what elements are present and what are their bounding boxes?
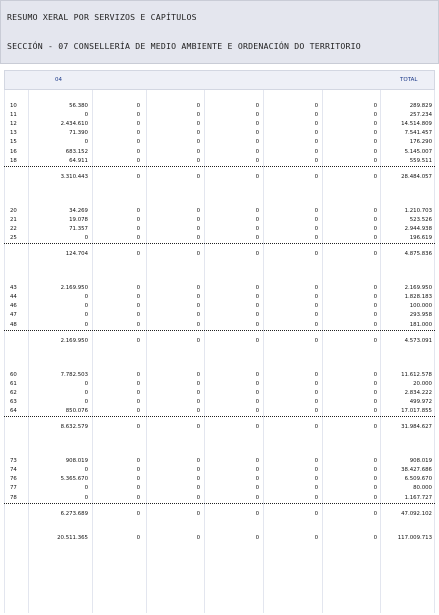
dotted-separator bbox=[4, 503, 435, 504]
row-code: 47 bbox=[10, 312, 17, 319]
row-value: 850.076 bbox=[65, 408, 88, 414]
row-value: 0 bbox=[373, 510, 377, 517]
row-value: 0 bbox=[84, 294, 88, 301]
row-value: 2.169.950 bbox=[404, 285, 432, 292]
row-value: 0 bbox=[314, 112, 318, 119]
row-value: 0 bbox=[373, 207, 377, 214]
row-value: 0 bbox=[84, 398, 88, 405]
row-code: 44 bbox=[10, 294, 17, 301]
row-value: 0 bbox=[196, 121, 200, 128]
row-value: 0 bbox=[314, 510, 318, 517]
row-value: 0 bbox=[136, 139, 140, 146]
row-code: 18 bbox=[10, 157, 17, 164]
row-value: 0 bbox=[255, 112, 259, 119]
row-value: 0 bbox=[196, 534, 200, 541]
dotted-separator bbox=[4, 166, 435, 167]
row-value: 0 bbox=[196, 467, 200, 474]
row-value: 0 bbox=[373, 216, 377, 223]
row-value: 0 bbox=[136, 148, 140, 155]
row-value: 0 bbox=[84, 303, 88, 310]
row-value: 0 bbox=[84, 235, 88, 241]
row-value: 0 bbox=[136, 303, 140, 310]
row-value: 7.541.457 bbox=[404, 130, 432, 137]
row-value: 117.009.713 bbox=[397, 534, 432, 541]
row-value: 0 bbox=[255, 148, 259, 155]
row-value: 0 bbox=[314, 494, 318, 501]
row-value: 257.234 bbox=[409, 112, 432, 119]
row-value: 0 bbox=[196, 312, 200, 319]
row-value: 0 bbox=[196, 476, 200, 483]
row-value: 0 bbox=[314, 207, 318, 214]
row-value: 0 bbox=[373, 225, 377, 232]
subtotal-row bbox=[4, 336, 435, 346]
row-value: 0 bbox=[136, 285, 140, 292]
row-value: 0 bbox=[196, 371, 200, 378]
row-value: 0 bbox=[373, 398, 377, 405]
row-value: 14.514.809 bbox=[401, 121, 432, 128]
row-value: 0 bbox=[255, 139, 259, 146]
row-value: 0 bbox=[373, 112, 377, 119]
row-value: 0 bbox=[255, 207, 259, 214]
row-value: 2.434.610 bbox=[60, 121, 88, 128]
row-value: 0 bbox=[373, 148, 377, 155]
row-value: 0 bbox=[136, 121, 140, 128]
row-value: 0 bbox=[314, 235, 318, 241]
row-value: 0 bbox=[314, 389, 318, 396]
row-value: 0 bbox=[255, 251, 259, 258]
row-value: 2.169.950 bbox=[60, 337, 88, 344]
grand-total-row bbox=[4, 533, 435, 543]
row-value: 0 bbox=[314, 225, 318, 232]
row-value: 0 bbox=[84, 467, 88, 474]
row-value: 0 bbox=[373, 458, 377, 465]
row-value: 0 bbox=[136, 173, 140, 180]
row-value: 0 bbox=[136, 216, 140, 223]
row-code: 10 bbox=[10, 103, 17, 109]
row-value: 38.427.686 bbox=[401, 467, 432, 474]
row-value: 31.984.627 bbox=[401, 424, 432, 431]
row-value: 0 bbox=[314, 380, 318, 387]
row-value: 0 bbox=[136, 389, 140, 396]
row-value: 0 bbox=[255, 458, 259, 465]
row-code: 20 bbox=[10, 207, 17, 214]
row-value: 0 bbox=[196, 157, 200, 164]
row-value: 0 bbox=[196, 398, 200, 405]
row-value: 0 bbox=[255, 337, 259, 344]
row-value: 0 bbox=[314, 216, 318, 223]
row-value: 0 bbox=[136, 294, 140, 301]
row-value: 0 bbox=[136, 130, 140, 137]
row-value: 0 bbox=[196, 380, 200, 387]
row-value: 0 bbox=[314, 157, 318, 164]
row-value: 0 bbox=[196, 510, 200, 517]
row-value: 0 bbox=[255, 371, 259, 378]
table-row bbox=[4, 493, 435, 503]
row-value: 0 bbox=[136, 510, 140, 517]
row-value: 17.017.855 bbox=[401, 408, 432, 414]
row-value: 908.019 bbox=[409, 458, 432, 465]
row-code: 25 bbox=[10, 235, 17, 241]
row-value: 2.169.950 bbox=[60, 285, 88, 292]
row-value: 0 bbox=[255, 398, 259, 405]
table-row bbox=[4, 406, 435, 416]
row-value: 0 bbox=[373, 389, 377, 396]
row-value: 19.078 bbox=[69, 216, 88, 223]
row-value: 0 bbox=[373, 294, 377, 301]
row-value: 0 bbox=[255, 312, 259, 319]
subtotal-row bbox=[4, 422, 435, 432]
row-value: 28.484.057 bbox=[401, 173, 432, 180]
row-code: 77 bbox=[10, 485, 17, 492]
row-value: 0 bbox=[255, 485, 259, 492]
row-value: 0 bbox=[196, 112, 200, 119]
table-row bbox=[4, 233, 435, 243]
row-code: 46 bbox=[10, 303, 17, 310]
table-header bbox=[4, 70, 435, 90]
row-value: 0 bbox=[196, 408, 200, 414]
row-value: 0 bbox=[373, 371, 377, 378]
dotted-separator bbox=[4, 243, 435, 244]
summary-table bbox=[4, 70, 435, 613]
row-value: 0 bbox=[314, 534, 318, 541]
row-code: 16 bbox=[10, 148, 17, 155]
row-value: 0 bbox=[373, 235, 377, 241]
row-code: 12 bbox=[10, 121, 17, 128]
row-value: 0 bbox=[373, 303, 377, 310]
row-value: 176.290 bbox=[409, 139, 432, 146]
row-value: 0 bbox=[373, 408, 377, 414]
row-value: 0 bbox=[314, 398, 318, 405]
row-code: 11 bbox=[10, 112, 17, 119]
row-code: 64 bbox=[10, 408, 17, 414]
row-value: 5.145.007 bbox=[404, 148, 432, 155]
row-value: 0 bbox=[373, 534, 377, 541]
row-value: 0 bbox=[136, 408, 140, 414]
row-value: 20.000 bbox=[413, 380, 432, 387]
row-value: 7.782.503 bbox=[60, 371, 88, 378]
row-value: 0 bbox=[136, 534, 140, 541]
row-value: 0 bbox=[136, 321, 140, 328]
row-value: 559.511 bbox=[409, 157, 432, 164]
row-value: 0 bbox=[314, 337, 318, 344]
row-value: 0 bbox=[255, 130, 259, 137]
row-value: 0 bbox=[373, 103, 377, 109]
row-value: 0 bbox=[136, 485, 140, 492]
row-value: 1.210.703 bbox=[404, 207, 432, 214]
row-value: 0 bbox=[373, 321, 377, 328]
row-value: 0 bbox=[314, 103, 318, 109]
row-value: 0 bbox=[196, 494, 200, 501]
row-value: 0 bbox=[84, 112, 88, 119]
row-code: 62 bbox=[10, 389, 17, 396]
row-value: 0 bbox=[84, 485, 88, 492]
row-value: 0 bbox=[314, 476, 318, 483]
row-value: 0 bbox=[196, 103, 200, 109]
row-value: 0 bbox=[373, 139, 377, 146]
row-value: 0 bbox=[136, 467, 140, 474]
row-code: 78 bbox=[10, 494, 17, 501]
row-value: 0 bbox=[136, 380, 140, 387]
row-value: 0 bbox=[196, 294, 200, 301]
row-value: 0 bbox=[314, 285, 318, 292]
row-value: 181.000 bbox=[409, 321, 432, 328]
row-value: 0 bbox=[373, 380, 377, 387]
row-value: 0 bbox=[196, 139, 200, 146]
row-value: 499.972 bbox=[409, 398, 432, 405]
subtotal-row bbox=[4, 509, 435, 519]
row-value: 56.380 bbox=[69, 103, 88, 109]
row-value: 0 bbox=[84, 312, 88, 319]
row-value: 0 bbox=[196, 173, 200, 180]
row-value: 0 bbox=[196, 225, 200, 232]
row-value: 0 bbox=[136, 424, 140, 431]
row-value: 0 bbox=[314, 312, 318, 319]
row-value: 0 bbox=[255, 467, 259, 474]
row-value: 0 bbox=[196, 337, 200, 344]
row-code: 73 bbox=[10, 458, 17, 465]
row-code: 21 bbox=[10, 216, 17, 223]
row-value: 0 bbox=[314, 121, 318, 128]
row-value: 4.573.091 bbox=[404, 337, 432, 344]
row-value: 0 bbox=[196, 303, 200, 310]
row-value: 0 bbox=[136, 103, 140, 109]
row-value: 0 bbox=[136, 312, 140, 319]
row-value: 4.875.836 bbox=[404, 251, 432, 258]
dotted-separator bbox=[4, 330, 435, 331]
row-value: 0 bbox=[373, 467, 377, 474]
row-value: 0 bbox=[314, 424, 318, 431]
row-value: 289.829 bbox=[409, 103, 432, 109]
row-value: 0 bbox=[373, 485, 377, 492]
row-value: 0 bbox=[255, 303, 259, 310]
row-value: 0 bbox=[314, 458, 318, 465]
row-value: 0 bbox=[314, 173, 318, 180]
row-value: 0 bbox=[255, 408, 259, 414]
row-value: 0 bbox=[373, 424, 377, 431]
row-value: 0 bbox=[84, 494, 88, 501]
row-value: 0 bbox=[136, 337, 140, 344]
row-value: 0 bbox=[136, 207, 140, 214]
row-value: 0 bbox=[255, 321, 259, 328]
row-value: 0 bbox=[314, 294, 318, 301]
row-value: 0 bbox=[314, 408, 318, 414]
table-row bbox=[4, 320, 435, 330]
row-value: 0 bbox=[373, 130, 377, 137]
row-value: 2.834.222 bbox=[404, 389, 432, 396]
row-value: 0 bbox=[373, 312, 377, 319]
row-value: 47.092.102 bbox=[401, 510, 432, 517]
row-value: 0 bbox=[136, 476, 140, 483]
row-value: 5.365.670 bbox=[60, 476, 88, 483]
row-value: 0 bbox=[314, 371, 318, 378]
row-value: 0 bbox=[136, 225, 140, 232]
row-value: 0 bbox=[373, 121, 377, 128]
row-value: 0 bbox=[314, 303, 318, 310]
subtotal-row bbox=[4, 249, 435, 259]
row-value: 0 bbox=[314, 485, 318, 492]
column-header-04: 04 bbox=[55, 77, 62, 83]
row-code: 60 bbox=[10, 371, 17, 378]
row-value: 0 bbox=[373, 157, 377, 164]
column-header-total: TOTAL bbox=[400, 77, 418, 83]
row-value: 0 bbox=[255, 380, 259, 387]
row-value: 0 bbox=[196, 235, 200, 241]
row-value: 0 bbox=[255, 294, 259, 301]
row-value: 0 bbox=[196, 207, 200, 214]
row-value: 0 bbox=[314, 130, 318, 137]
row-value: 0 bbox=[314, 467, 318, 474]
row-value: 0 bbox=[136, 157, 140, 164]
row-value: 0 bbox=[255, 216, 259, 223]
row-value: 0 bbox=[255, 285, 259, 292]
row-value: 34.269 bbox=[69, 207, 88, 214]
row-value: 0 bbox=[255, 476, 259, 483]
row-value: 0 bbox=[196, 485, 200, 492]
row-value: 0 bbox=[255, 510, 259, 517]
row-value: 0 bbox=[255, 103, 259, 109]
row-value: 0 bbox=[196, 321, 200, 328]
row-value: 0 bbox=[196, 458, 200, 465]
row-value: 0 bbox=[136, 235, 140, 241]
row-value: 0 bbox=[255, 424, 259, 431]
row-value: 2.944.938 bbox=[404, 225, 432, 232]
dotted-separator bbox=[4, 416, 435, 417]
row-value: 0 bbox=[314, 251, 318, 258]
row-value: 0 bbox=[84, 380, 88, 387]
row-value: 683.152 bbox=[65, 148, 88, 155]
row-code: 13 bbox=[10, 130, 17, 137]
row-value: 0 bbox=[255, 173, 259, 180]
row-value: 0 bbox=[255, 389, 259, 396]
row-value: 0 bbox=[314, 321, 318, 328]
row-value: 0 bbox=[373, 337, 377, 344]
row-value: 0 bbox=[196, 130, 200, 137]
row-value: 0 bbox=[373, 285, 377, 292]
row-value: 0 bbox=[255, 494, 259, 501]
row-value: 71.357 bbox=[69, 225, 88, 232]
report-header bbox=[0, 0, 439, 64]
row-value: 3.310.443 bbox=[60, 173, 88, 180]
row-value: 0 bbox=[255, 157, 259, 164]
row-code: 15 bbox=[10, 139, 17, 146]
row-value: 0 bbox=[255, 121, 259, 128]
row-value: 71.390 bbox=[69, 130, 88, 137]
row-value: 0 bbox=[196, 424, 200, 431]
row-value: 20.511.365 bbox=[57, 534, 88, 541]
row-value: 0 bbox=[136, 371, 140, 378]
row-value: 0 bbox=[136, 251, 140, 258]
row-value: 8.632.579 bbox=[60, 424, 88, 431]
row-value: 0 bbox=[373, 476, 377, 483]
row-value: 124.704 bbox=[65, 251, 88, 258]
table-row bbox=[4, 156, 435, 166]
row-value: 0 bbox=[255, 225, 259, 232]
row-code: 76 bbox=[10, 476, 17, 483]
row-value: 100.000 bbox=[409, 303, 432, 310]
row-value: 523.526 bbox=[409, 216, 432, 223]
row-code: 48 bbox=[10, 321, 17, 328]
report-title: RESUMO XERAL POR SERVIZOS E CAPÍTULOS bbox=[7, 12, 197, 22]
subtotal-row bbox=[4, 172, 435, 182]
row-value: 0 bbox=[196, 389, 200, 396]
row-value: 0 bbox=[136, 398, 140, 405]
row-value: 0 bbox=[196, 251, 200, 258]
row-value: 1.167.727 bbox=[404, 494, 432, 501]
row-value: 196.619 bbox=[409, 235, 432, 241]
row-value: 0 bbox=[255, 235, 259, 241]
row-code: 22 bbox=[10, 225, 17, 232]
row-value: 0 bbox=[373, 173, 377, 180]
row-value: 64.911 bbox=[69, 157, 88, 164]
row-value: 0 bbox=[84, 321, 88, 328]
row-value: 0 bbox=[373, 251, 377, 258]
row-code: 43 bbox=[10, 285, 17, 292]
row-code: 74 bbox=[10, 467, 17, 474]
row-value: 0 bbox=[196, 148, 200, 155]
row-code: 63 bbox=[10, 398, 17, 405]
row-value: 0 bbox=[84, 389, 88, 396]
row-value: 1.828.183 bbox=[404, 294, 432, 301]
row-value: 11.612.578 bbox=[401, 371, 432, 378]
row-value: 908.019 bbox=[65, 458, 88, 465]
row-value: 0 bbox=[314, 148, 318, 155]
row-value: 293.958 bbox=[409, 312, 432, 319]
row-value: 0 bbox=[373, 494, 377, 501]
row-value: 0 bbox=[84, 139, 88, 146]
row-value: 0 bbox=[255, 534, 259, 541]
row-value: 80.000 bbox=[413, 485, 432, 492]
row-value: 0 bbox=[136, 494, 140, 501]
row-code: 61 bbox=[10, 380, 17, 387]
section-title: SECCIÓN - 07 CONSELLERÍA DE MEDIO AMBIENTE E ORDENACIÓN DO TERRITORIO bbox=[7, 41, 361, 51]
row-value: 0 bbox=[196, 216, 200, 223]
row-value: 6.273.689 bbox=[60, 510, 88, 517]
row-value: 0 bbox=[136, 458, 140, 465]
row-value: 0 bbox=[136, 112, 140, 119]
row-value: 6.509.670 bbox=[404, 476, 432, 483]
row-value: 0 bbox=[196, 285, 200, 292]
row-value: 0 bbox=[314, 139, 318, 146]
